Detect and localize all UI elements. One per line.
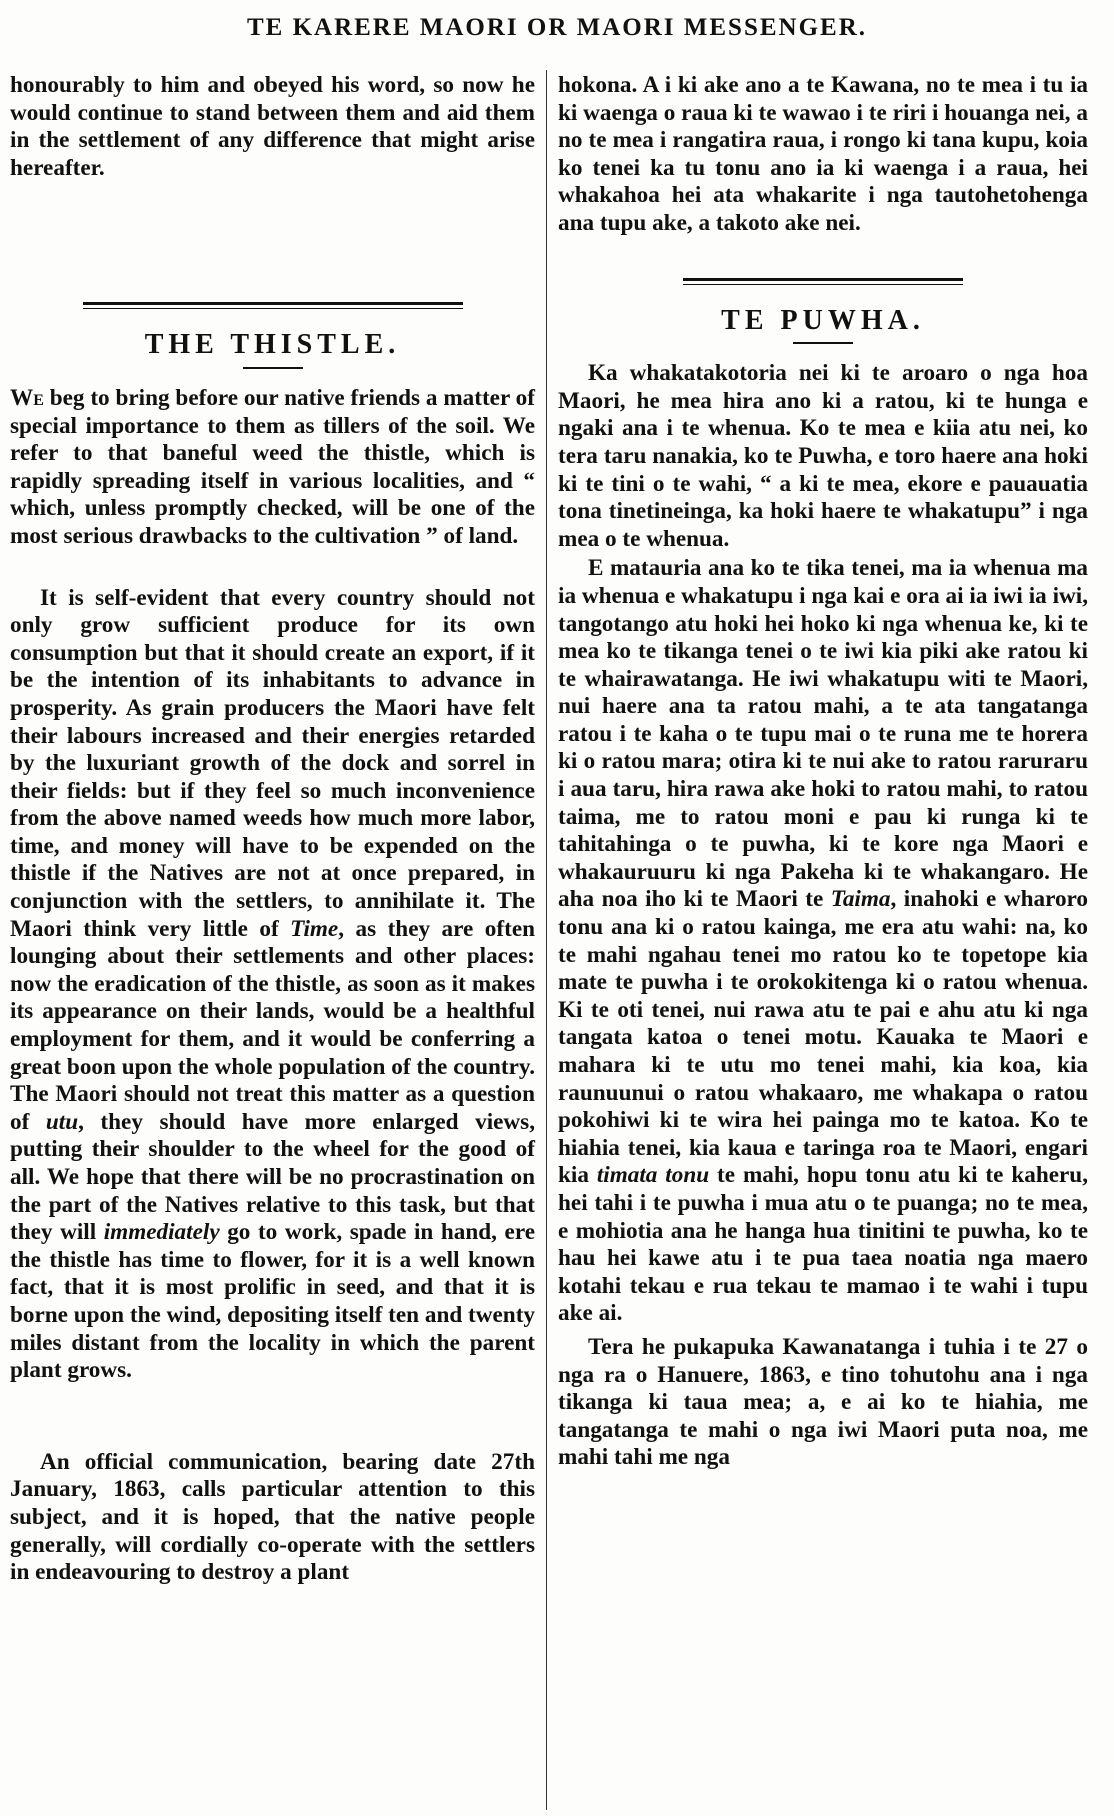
left-dropcap: We [10, 384, 44, 411]
left-paragraph-3: An official communication, bearing date 27th January, 1863, calls particular attention to this subject, and it is hoped, that the native people generally, will cordially co-operate with the settlers in endeavouring to destroy a plant [10, 1448, 535, 1586]
column-divider [546, 70, 547, 1810]
left-continued-paragraph: honourably to him and obeyed his word, so now he would continue to stand between them and aid them in the settlement of any difference that might arise hereafter. [10, 72, 535, 181]
left-heading-underline [243, 367, 303, 369]
left-paragraph-2: It is self-evident that every country should not only grow sufficient produce for its own consumption but that it should create an export, if it be the intention of its inhabitants to advance in prosperity. As grain producers the Maori have felt their labours increased and their energies retarded by the luxuriant growth of the dock and sorrel in their fields: but if they feel so much inconvenience from the above named weeds how much more labor, time, and money will have to be expended on the thistle if the Natives are not at once prepared, in conjunction with the settlers, to annihilate it. The Maori think very little of Time, as they are often lounging about their settlements and other places: now the eradication of the thistle, as soon as it makes its appearance on their lands, would be a healthful employment for them, and it would be conferring a great boon upon the whole population of the country. The Maori should not treat this matter as a question of utu, they should have more enlarged views, putting their shoulder to the wheel for the good of all. We hope that there will be no procrastination on the part of the Natives relative to this task, but that they will immediately go to work, spade in hand, ere the thistle has time to flower, for it is a well known fact, that it is most prolific in seed, and that it is borne upon the wind, depositing itself ten and twenty miles distant from the locality in which the parent plant grows. [10, 584, 536, 1384]
right-continued-paragraph: hokona. A i ki ake ano a te Kawana, no te mea i tu ia ki waenga o raua ki te wawao i te riri i houanga nei, a no te mea i rangatira raua, i rongo ki tana kupu, koia ko tenei ka tu tonu ano ia ki waenga i a raua, hei whakahoa hei ata whakarite i nga tautohetohenga ana tupu ake, a takoto ake nei. [558, 72, 1088, 236]
masthead: TE KARERE MAORI OR MAORI MESSENGER. [246, 14, 868, 41]
right-column [558, 72, 1088, 1472]
right-article-heading: TE PUWHA. [721, 304, 925, 336]
left-paragraph-1: We beg to bring before our native friends a matter of special importance to them as tillers of the soil. We refer to that baneful weed the thistle, which is rapidly spreading itself in various localities, and “ which, unless promptly checked, will be one of the most serious drawbacks to the cultivation ” of land. [10, 384, 535, 549]
right-paragraph-3: Tera he pukapuka Kawanatanga i tuhia i te 27 o nga ra o Hanuere, 1863, e tino tohutohu ana i nga tikanga ki taua mea; a, e ai ko te hiahia, me tangatanga te mahi o nga iwi Maori puta noa, me mahi tahi me nga [558, 1333, 1088, 1471]
right-heading-underline [793, 342, 853, 344]
right-paragraph-1: Ka whakatakotoria nei ki te aroaro o nga hoa Maori, he mea hira ano ki a ratou, ki te hunga e ngaki ana i te whenua. Ko te mea e kiia atu nei, ko tera taru nanakia, ko te Puwha, e toro haere ana hoki ki te tini o te wahi, “ a ki te mea, ekore e pauauatia tona tinetineinga, ka hoki haere te whakatupu” i nga mea o te whenua. [558, 360, 1088, 552]
left-article-heading: THE THISTLE. [144, 329, 401, 361]
right-heading-rule [683, 278, 963, 285]
left-heading-rule [83, 302, 463, 309]
left-column [10, 72, 535, 1587]
right-paragraph-2: E matauria ana ko te tika tenei, ma ia whenua ma ia whenua e whakatupu i nga kai e ora ai ia iwi ia iwi, tangotango atu hoki hei hoko ki nga whenua ke, ki te mea ko te tikanga tenei o te iwi kia piki ake ratou ki te whairawatanga. He iwi whakatupu witi te Maori, nui haere ana ta ratou mahi, a te ata tangatanga ratou i te kaha o te tupu mai o te runa me te horera ki o ratou mara; otira ki te nui ake to ratou raruraru i aua taru, hira rawa ake hoki to ratou mahi, to ratou taima, me to ratou moni e pau ki runga ki te tahitahinga o te puwha, ki te kore nga Maori e whakauruuru ki nga Pakeha ki te whakangaro. He aha noa iho ki te Maori te Taima, inahoki e wharoro tonu ana ki o ratou kainga, me era atu wahi: na, ko te mahi ngahau tenei mo ratou ko te topetope kia mate te puwha i te orokokitenga ki o ratou whenua. Ki te oti tenei, nui rawa atu te pai e ahu atu ki nga tangata katoa o tenei motu. Kauaka te Maori e mahara ki te utu mo tenei mahi, kia koa, kia raunuunui o ratou whakaaro, me whakapa o ratou pokohiwi ki te wira hei painga mo te katoa. Ko te hiahia tenei, kia kaua e taringa roa te Maori, engari kia timata tonu te mahi, hopu tonu atu ki te kaheru, hei tahi i te puwha i mua atu o te puanga; no te mea, e mohiotia ana he hanga hua tinitini te puwha, ko te hau hei kawe atu i te pua taea noatia nga maero kotahi tekau e rua tekau te mamao i te wahi i tupu ake ai. [558, 555, 1088, 1327]
